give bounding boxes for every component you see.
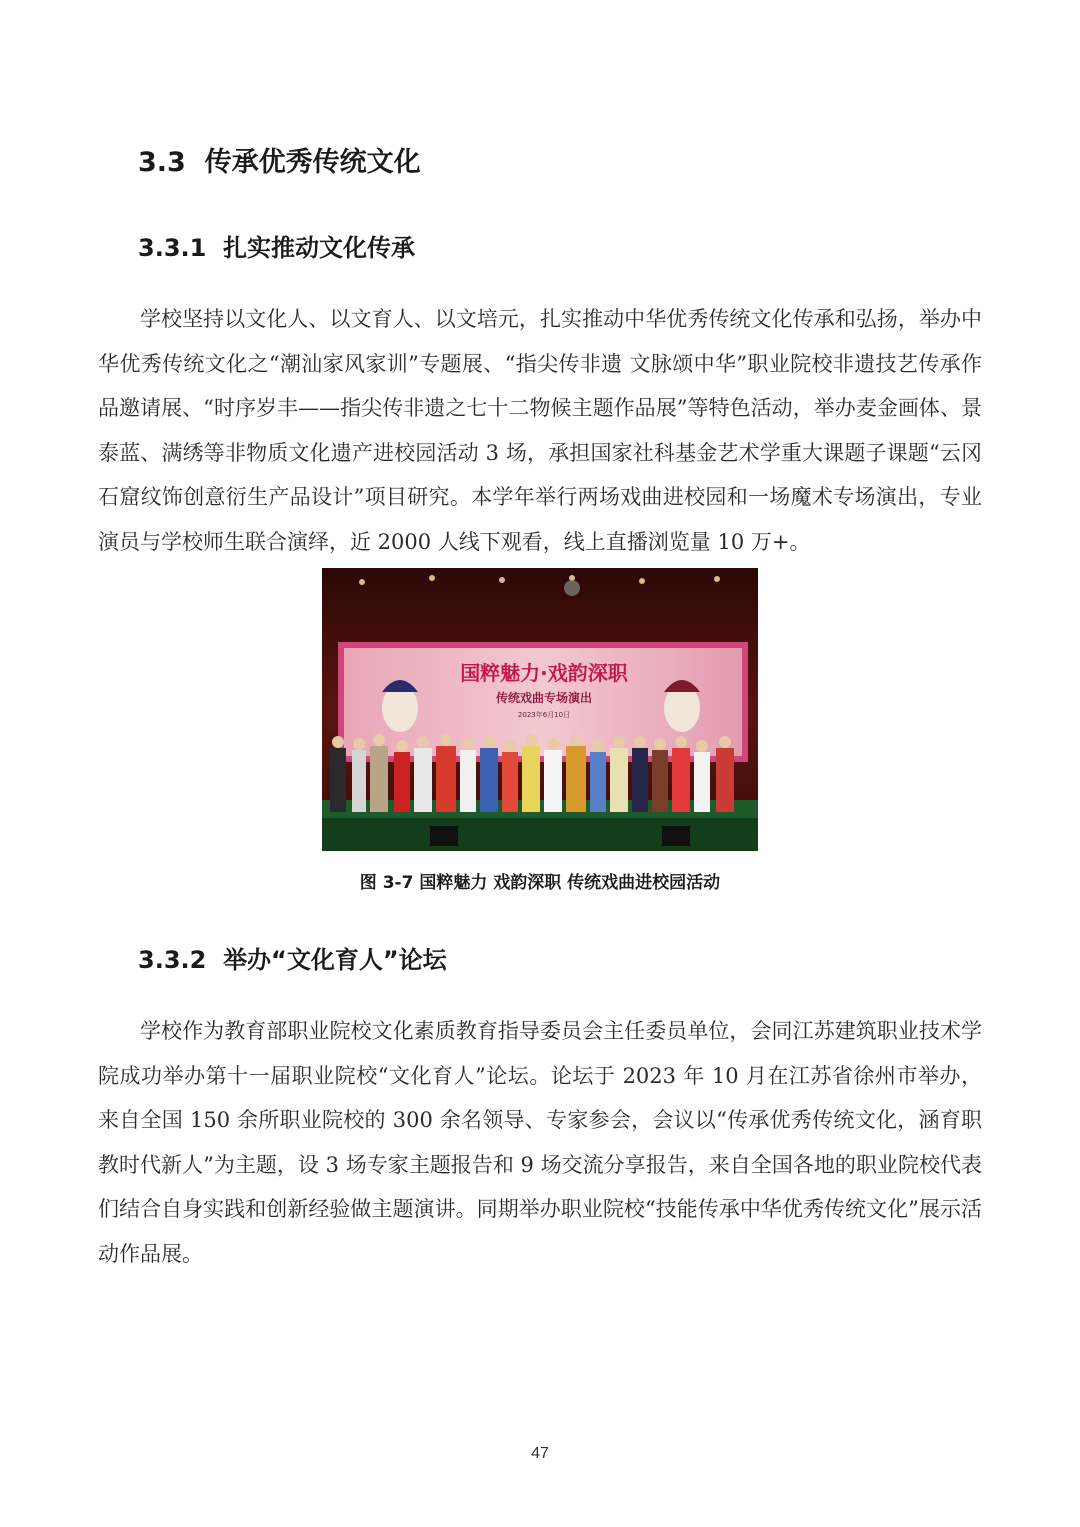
subsection-title: 扎实推动文化传承 xyxy=(223,234,416,262)
section-heading xyxy=(138,140,421,179)
stage-photo-illustration xyxy=(322,568,758,851)
subsection-number: 3.3.2 xyxy=(138,946,207,974)
banner-subtitle: 传统戏曲专场演出 xyxy=(495,691,593,705)
banner-date: 2023年6月10日 xyxy=(517,711,571,719)
subsection-heading-2 xyxy=(138,940,447,975)
paragraph-forum: 学校作为教育部职业院校文化素质教育指导委员会主任委员单位，会同江苏建筑职业技术学院成功举办第十一届职业院校“文化育人”论坛。论坛于 2023 年 10 月在江苏省徐州市举办，来自全国 150 余所职业院校的 300 余名领导、专家参会，会议以“传承优秀传统文化，涵育职教时代新人”为主题，设 3 场专家主题报告和 9 场交流分享报告，来自全国各地的职业院校代表们结合自身实践和创新经验做主题演讲。同期举办职业院校“技能传承中华优秀传统文化”展示活动作品展。 xyxy=(98,1019,982,1266)
subsection-heading-1 xyxy=(138,228,415,263)
section-number: 3.3 xyxy=(138,147,186,178)
figure-caption: 图 3-7 国粹魅力 戏韵深职 传统戏曲进校园活动 xyxy=(359,873,721,893)
subsection-number: 3.3.1 xyxy=(138,234,207,262)
stage-photo xyxy=(322,568,758,851)
section-title: 传承优秀传统文化 xyxy=(204,147,421,178)
page-number: 47 xyxy=(531,1445,549,1462)
banner-title: 国粹魅力·戏韵深职 xyxy=(460,661,628,685)
paragraph-culture-heritage: 学校坚持以文化人、以文育人、以文培元，扎实推动中华优秀传统文化传承和弘扬，举办中华优秀传统文化之“潮汕家风家训”专题展、“指尖传非遗 文脉颂中华”职业院校非遗技艺传承作品邀请展、“时序岁丰——指尖传非遗之七十二物候主题作品展”等特色活动，举办麦金画体、景泰蓝、满绣等非物质文化遗产进校园活动 3 场，承担国家社科基金艺术学重大课题子课题“云冈石窟纹饰创意衍生产品设计”项目研究。本学年举行两场戏曲进校园和一场魔术专场演出，专业演员与学校师生联合演绎，近 2000 人线下观看，线上直播浏览量 10 万+。 xyxy=(98,307,982,554)
subsection-title: 举办“文化育人”论坛 xyxy=(223,946,447,974)
